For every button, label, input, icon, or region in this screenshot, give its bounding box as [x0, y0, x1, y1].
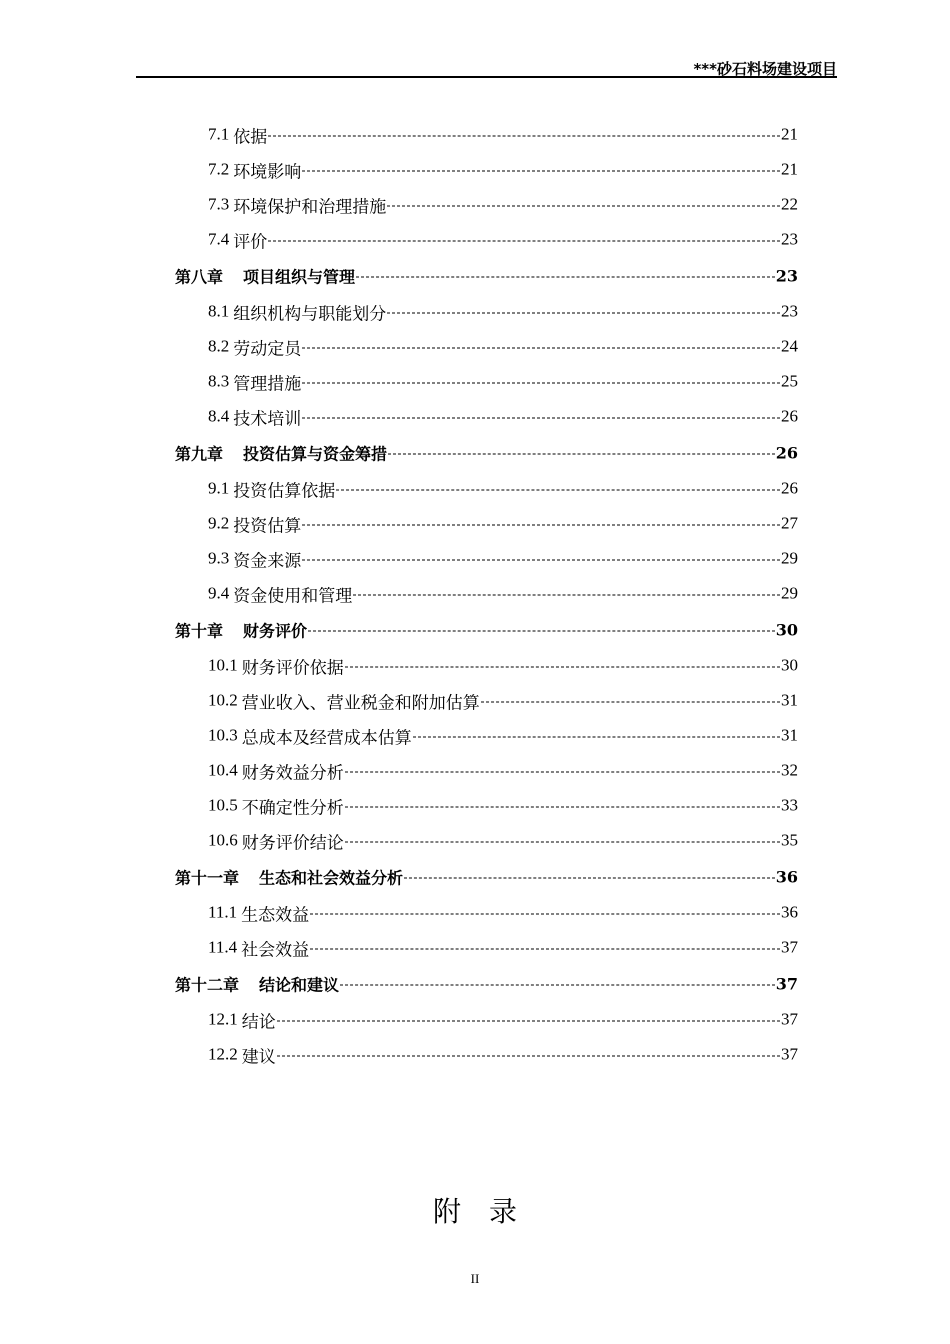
toc-entry-number: 10.1	[208, 655, 238, 675]
toc-entry-title: 劳动定员	[233, 339, 302, 358]
toc-entry-title: 营业收入、营业税金和附加估算	[241, 693, 480, 712]
toc-entry-title: 项目组织与管理	[243, 267, 356, 286]
toc-entry-number: 11.4	[208, 937, 238, 957]
toc-chapter-entry[interactable]	[0, 858, 950, 895]
toc-section-entry[interactable]	[0, 399, 950, 434]
toc-entry-title: 生态效益	[241, 905, 310, 924]
toc-chapter-entry[interactable]	[0, 965, 950, 1002]
toc-entry-number: 第八章	[175, 267, 224, 286]
toc-dot-leader	[277, 1020, 780, 1021]
toc-entry-page: 25	[781, 371, 798, 391]
toc-section-entry[interactable]	[0, 471, 950, 506]
toc-entry-number: 7.3	[208, 194, 230, 214]
toc-entry-page: 32	[781, 760, 798, 780]
toc-dot-leader	[308, 630, 775, 631]
toc-entry-title: 财务评价结论	[241, 833, 344, 852]
toc-entry-number: 10.3	[208, 725, 238, 745]
toc-entry-page: 37	[781, 1044, 798, 1064]
table-of-contents	[0, 117, 950, 1072]
toc-entry-title: 资金来源	[233, 551, 302, 570]
toc-dot-leader	[310, 948, 780, 949]
toc-entry-title: 财务效益分析	[241, 763, 344, 782]
toc-section-entry[interactable]	[0, 506, 950, 541]
toc-entry-number: 9.3	[208, 548, 230, 568]
appendix-title: 附录	[432, 1195, 545, 1228]
toc-chapter-entry[interactable]	[0, 611, 950, 648]
header-rule	[136, 76, 837, 78]
toc-entry-number: 7.1	[208, 124, 230, 144]
toc-entry-title: 投资估算	[233, 516, 302, 535]
toc-entry-number: 第九章	[175, 444, 224, 463]
toc-section-entry[interactable]	[0, 222, 950, 257]
toc-dot-leader	[302, 347, 780, 348]
toc-entry-number: 第十章	[175, 621, 224, 640]
toc-dot-leader	[356, 276, 775, 277]
toc-entry-page: 21	[781, 159, 798, 179]
toc-entry-title: 组织机构与职能划分	[233, 304, 387, 323]
toc-section-entry[interactable]	[0, 930, 950, 965]
toc-dot-leader	[268, 135, 780, 136]
toc-entry-title: 总成本及经营成本估算	[241, 728, 412, 747]
toc-dot-leader	[302, 417, 780, 418]
toc-dot-leader	[345, 771, 780, 772]
toc-entry-page: 21	[781, 124, 798, 144]
toc-entry-number: 11.1	[208, 902, 238, 922]
toc-entry-number: 10.2	[208, 690, 238, 710]
page-number: II	[470, 1271, 480, 1286]
toc-dot-leader	[302, 382, 780, 383]
toc-dot-leader	[336, 489, 780, 490]
toc-entry-number: 7.4	[208, 229, 230, 249]
toc-section-entry[interactable]	[0, 187, 950, 222]
toc-section-entry[interactable]	[0, 364, 950, 399]
toc-dot-leader	[310, 913, 780, 914]
toc-entry-page: 24	[781, 336, 798, 356]
toc-dot-leader	[340, 984, 775, 985]
toc-entry-title: 社会效益	[241, 940, 310, 959]
toc-entry-title: 技术培训	[233, 409, 302, 428]
toc-entry-number: 12.1	[208, 1009, 238, 1029]
toc-section-entry[interactable]	[0, 576, 950, 611]
toc-entry-page: 30	[775, 620, 798, 639]
toc-entry-page: 36	[775, 867, 798, 886]
toc-dot-leader	[413, 736, 780, 737]
toc-dot-leader	[353, 594, 780, 595]
toc-dot-leader	[388, 453, 775, 454]
toc-dot-leader	[481, 701, 780, 702]
toc-section-entry[interactable]	[0, 823, 950, 858]
toc-entry-title: 依据	[233, 127, 268, 146]
toc-dot-leader	[277, 1055, 780, 1056]
toc-dot-leader	[302, 559, 780, 560]
toc-entry-title: 结论和建议	[259, 975, 340, 994]
toc-section-entry[interactable]	[0, 1037, 950, 1072]
toc-section-entry[interactable]	[0, 788, 950, 823]
toc-dot-leader	[387, 312, 780, 313]
toc-dot-leader	[387, 205, 780, 206]
toc-entry-page: 31	[781, 690, 798, 710]
toc-entry-page: 37	[775, 974, 798, 993]
toc-entry-number: 8.2	[208, 336, 230, 356]
toc-entry-title: 生态和社会效益分析	[259, 868, 404, 887]
toc-entry-title: 财务评价依据	[241, 658, 344, 677]
toc-entry-page: 33	[781, 795, 798, 815]
toc-entry-page: 26	[781, 478, 798, 498]
toc-entry-page: 30	[781, 655, 798, 675]
toc-entry-number: 10.6	[208, 830, 238, 850]
toc-section-entry[interactable]	[0, 718, 950, 753]
toc-entry-page: 23	[775, 266, 798, 285]
toc-entry-page: 23	[781, 229, 798, 249]
toc-entry-number: 第十二章	[175, 975, 240, 994]
toc-section-entry[interactable]	[0, 152, 950, 187]
toc-entry-number: 9.2	[208, 513, 230, 533]
toc-entry-title: 结论	[241, 1012, 276, 1031]
toc-section-entry[interactable]	[0, 648, 950, 683]
toc-entry-page: 29	[781, 548, 798, 568]
toc-dot-leader	[345, 666, 780, 667]
toc-dot-leader	[345, 841, 780, 842]
header-title: ***砂石料场建设项目	[693, 60, 837, 78]
toc-entry-number: 9.1	[208, 478, 230, 498]
toc-dot-leader	[302, 170, 780, 171]
toc-section-entry[interactable]	[0, 895, 950, 930]
toc-chapter-entry[interactable]	[0, 434, 950, 471]
toc-entry-title: 资金使用和管理	[233, 586, 353, 605]
toc-section-entry[interactable]	[0, 753, 950, 788]
toc-dot-leader	[345, 806, 780, 807]
toc-section-entry[interactable]	[0, 541, 950, 576]
toc-entry-page: 37	[781, 1009, 798, 1029]
toc-entry-number: 7.2	[208, 159, 230, 179]
toc-entry-page: 23	[781, 301, 798, 321]
toc-entry-page: 27	[781, 513, 798, 533]
toc-entry-title: 建议	[241, 1047, 276, 1066]
toc-entry-page: 22	[781, 194, 798, 214]
toc-entry-title: 投资估算依据	[233, 481, 336, 500]
toc-section-entry[interactable]	[0, 294, 950, 329]
toc-entry-number: 第十一章	[175, 868, 240, 887]
toc-entry-title: 环境影响	[233, 162, 302, 181]
toc-entry-title: 管理措施	[233, 374, 302, 393]
toc-entry-number: 12.2	[208, 1044, 238, 1064]
toc-entry-title: 投资估算与资金筹措	[243, 444, 388, 463]
toc-dot-leader	[302, 524, 780, 525]
toc-section-entry[interactable]	[0, 683, 950, 718]
toc-entry-title: 财务评价	[243, 621, 308, 640]
toc-entry-page: 29	[781, 583, 798, 603]
toc-entry-page: 26	[781, 406, 798, 426]
toc-entry-number: 10.5	[208, 795, 238, 815]
toc-entry-title: 不确定性分析	[241, 798, 344, 817]
toc-entry-page: 35	[781, 830, 798, 850]
toc-entry-title: 环境保护和治理措施	[233, 197, 387, 216]
toc-entry-number: 9.4	[208, 583, 230, 603]
toc-dot-leader	[404, 877, 775, 878]
toc-section-entry[interactable]	[0, 1002, 950, 1037]
toc-entry-number: 8.3	[208, 371, 230, 391]
toc-dot-leader	[268, 240, 780, 241]
toc-chapter-entry[interactable]	[0, 257, 950, 294]
toc-section-entry[interactable]	[0, 329, 950, 364]
toc-entry-number: 10.4	[208, 760, 238, 780]
toc-entry-number: 8.4	[208, 406, 230, 426]
toc-entry-page: 31	[781, 725, 798, 745]
toc-entry-title: 评价	[233, 232, 268, 251]
toc-section-entry[interactable]	[0, 117, 950, 152]
toc-entry-page: 37	[781, 937, 798, 957]
toc-entry-page: 36	[781, 902, 798, 922]
toc-entry-page: 26	[775, 443, 798, 462]
toc-entry-number: 8.1	[208, 301, 230, 321]
